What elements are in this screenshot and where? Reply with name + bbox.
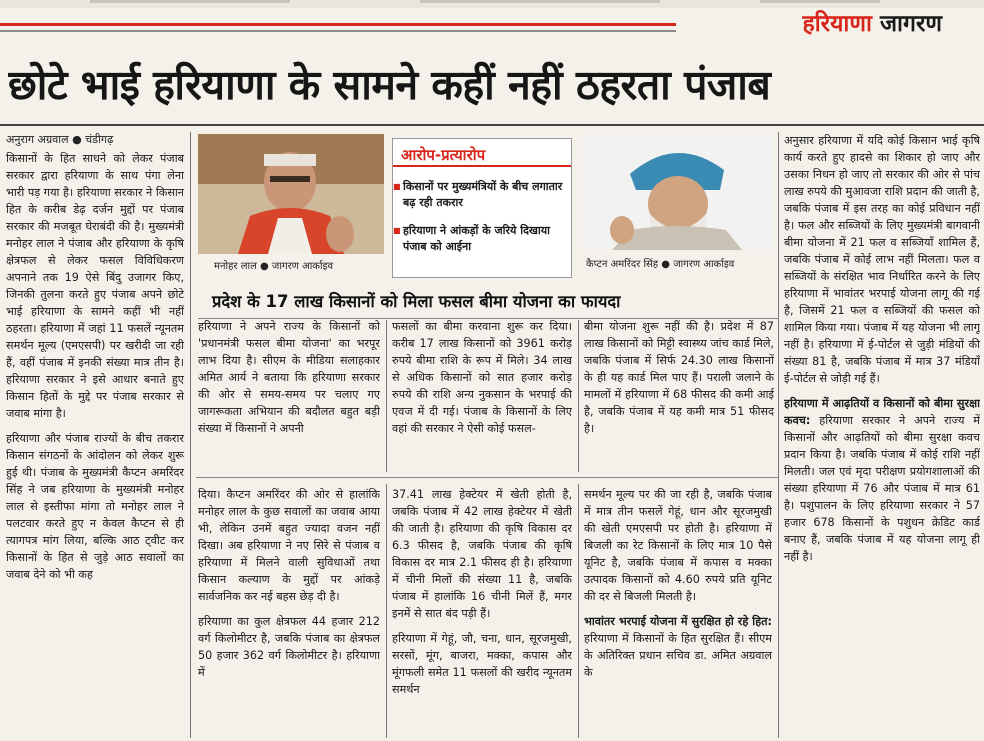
article-column-5 <box>784 132 980 738</box>
col5-paragraph-2 <box>784 395 980 565</box>
allegation-box <box>392 138 572 278</box>
col3-paragraph-2: हरियाणा में गेहूं, जौ, चना, धान, सूरजमुखी, सरसों, मूंग, बाजरा, मक्का, कपास और मूंगफली समेत 11 फसलों की खरीद न्यूनतम समर्थन <box>392 632 572 696</box>
box-column-1 <box>198 318 380 474</box>
page-headline: छोटे भाई हरियाणा के सामने कहीं नहीं ठहरता पंजाब <box>8 61 771 109</box>
portrait-illustration-right <box>582 134 772 250</box>
allegation-box-rule <box>393 165 571 167</box>
box-divider-2 <box>578 320 579 472</box>
col4-subhead: भावांतर भरपाई योजना में सुरक्षित हो रहे हित: <box>584 615 772 628</box>
masthead-red-rule <box>0 23 676 26</box>
col4-paragraph-2-text: हरियाणा में किसानों के हित सुरक्षित हैं। सीएम के अतिरिक्त प्रधान सचिव डा. अमित अग्रवाल के <box>584 632 772 679</box>
left-photo-caption: मनोहर लाल ● जागरण आर्काइव <box>214 261 334 272</box>
col1-paragraph-1: किसानों के हित साधने को लेकर पंजाब सरकार द्वारा हरियाणा के साथ पंगा लेना भारी पड़ गया है। हरियाणा सरकार ने किसान हित के करीब डेढ़ दर्जन मुद्दों पर पंजाब सरकार की मजबूत घेराबंदी की है। मुख्यमंत्री मनोहर लाल ने पंजाब और हरियाणा के कृषि क्षेत्रफल से लेकर फसल विविधिकरण अपनाने तक 19 ऐसे बिंदु उजागर किए, जिनकी तुलना करते हुए पंजाब अपने छोटे भाई हरियाणा के सामने कहीं भी नहीं ठहरता। हरियाणा में जहां 11 फसलें न्यूनतम समर्थन मूल्य (एमएसपी) पर खरीदी जा रही हैं, वहीं पंजाब में इनकी संख्या मात्र तीन है। हरियाणा सरकार ने इसे आधार बनाते हुए किसान हितों के मुद्दे पर पंजाब सरकार से जवाब मांगा है। <box>6 152 184 420</box>
col1-paragraph-2: हरियाणा और पंजाब राज्यों के बीच तकरार किसान संगठनों के आंदोलन को लेकर शुरू हुई थी। पंजाब के मुख्यमंत्री कैप्टन अमरिंदर सिंह ने जब हरियाणा के मुख्यमंत्री मनोहर लाल से इस्तीफा मांगा तो मनोहर लाल ने पलटवार करते हुए न केवल कैप्टन से ही त्यागपत्र मांग लिया, बल्कि आठ ट्वीट कर किसानों के हित से जुड़े आठ सवालों का जवाब देने को भी कह <box>6 432 184 581</box>
allegation-point-1: ■ किसानों पर मुख्यमंत्रियों के बीच लगातार बढ़ रही तकरार <box>403 179 563 211</box>
box-subheadline: प्रदेश के 17 लाख किसानों को मिला फसल बीमा योजना का फायदा <box>212 292 621 311</box>
column-divider-2 <box>386 484 387 738</box>
col2-paragraph-1: दिया। कैप्टन अमरिंदर की ओर से हालांकि मनोहर लाल के कुछ सवालों का जवाब आया भी, लेकिन उनमें बहुत ज्यादा वजन नहीं दिखा। अब हरियाणा ने नए सिरे से पंजाब व हरियाणा में मिलने वाली सुविधाओं तथा किसान कल्याण के मुद्दों पर आंकड़े सार्वजनिक कर नई बहस छेड़ दी है। <box>198 488 380 603</box>
article-column-1 <box>6 150 184 738</box>
box-bottom-rule <box>196 477 778 478</box>
col5-paragraph-2-text: हरियाणा सरकार ने अपने राज्य में किसानों और आढ़तियों को बीमा सुरक्षा कवच प्रदान किया है। जबकि पंजाब में कोई राशि नहीं मिलती। जल एवं मृदा परीक्षण प्रयोगशालाओं की संख्या हरियाणा में 76 और पंजाब में मात्र 61 है। पशुपालन के लिए हरियाणा सरकार ने 57 हजार 678 किसानों के पशुधन क्रेडिट कार्ड बनाए हैं, जबकि पंजाब में यह योजना लागू ही नहीं है। <box>784 414 980 563</box>
col5-subhead: हरियाणा में आढ़तियों व किसानों को बीमा सुरक्षा कवच: <box>784 397 980 427</box>
box-col1-paragraph: हरियाणा ने अपने राज्य के किसानों को 'प्रधानमंत्री फसल बीमा योजना' का भरपूर लाभ दिया है। सीएम के मीडिया सलाहकार अमित आर्य ने बताया कि हरियाणा सरकार की ओर से समय-समय पर चलाए गए जागरूकता अभियान की बदौलत बहुत बड़ी संख्या में किसानों ने अपनी <box>198 320 380 435</box>
brand-logo <box>803 10 943 38</box>
article-column-3 <box>392 486 572 738</box>
right-photo-caption: कैप्टन अमरिंदर सिंह ● जागरण आर्काइव <box>586 259 735 270</box>
article-column-4 <box>584 486 772 738</box>
column-divider-4 <box>778 132 779 738</box>
box-column-2 <box>392 318 572 474</box>
col5-paragraph-1: अनुसार हरियाणा में यदि कोई किसान भाई कृषि कार्य करते हुए हादसे का शिकार हो जाए और उसका निधन हो जाए तो सरकार की ओर से पांच लाख रुपये की मुआवजा राशि प्रदान की जाती है, जबकि पंजाब में इस तरह का कोई प्रविधान नहीं है। फल और सब्जियों के लिए मुख्यमंत्री बागवानी बीमा योजना में 21 फल व सब्जियाँ शामिल हैं, जबकि पंजाब में कोई लाभ नहीं मिलता। फल व सब्जियों के संरक्षित भाव निर्धारित करने के लिए हरियाणा में भावांतर भरपाई योजना लागू की गई है, जिसमें 21 फल व सब्जियों की फसल को शामिल किया गया। पंजाब में यह योजना भी लागू नहीं है। हरियाणा में ई-पोर्टल से जुड़ी मंडियों की संख्या 81 है, जबकि पंजाब में मात्र 37 मंडियाँ ई-पोर्टल से जोड़ी गई हैं। <box>784 134 980 385</box>
col3-paragraph-1: 37.41 लाख हेक्टेयर में खेती होती है, जबकि पंजाब में 42 लाख हेक्टेयर में खेती की जाती है। हरियाणा की कृषि विकास दर 6.3 फीसद है, जबकि पंजाब की कृषि विकास दर मात्र 2.1 फीसद ही है। हरियाणा में चीनी मिलों की संख्या 11 है, जबकि पंजाब में हालांकि 16 चीनी मिलें हैं, मगर इनमें से सात बंद पड़ी हैं। <box>392 488 572 620</box>
brand-jagran: जागरण <box>879 11 942 37</box>
column-divider-3 <box>578 484 579 738</box>
headline-rule <box>0 124 984 126</box>
top-clipped-strip <box>0 0 984 8</box>
photo-amarinder-singh <box>582 134 772 250</box>
allegation-point-2: ■ हरियाणा ने आंकड़ों के जरिये दिखाया पंजाब को आईना <box>403 223 563 255</box>
brand-haryana: हरियाणा <box>802 11 872 37</box>
byline: अनुराग अग्रवाल ● चंडीगढ़ <box>6 133 114 146</box>
photo-manohar-lal <box>198 134 384 254</box>
box-column-3 <box>584 318 774 474</box>
portrait-illustration-left <box>198 134 384 254</box>
col4-paragraph-1: समर्थन मूल्य पर की जा रही है, जबकि पंजाब में मात्र तीन फसलें गेहूं, धान और सूरजमुखी की खेती एमएसपी पर होती है। हरियाणा में बिजली का रेट किसानों के लिए मात्र 10 पैसे यूनिट है, जबकि पंजाब में कपास व मक्का उत्पादक किसानों को 4.60 रुपये प्रति यूनिट की दर से बिजली मिलती है। <box>584 488 772 603</box>
masthead <box>0 10 984 40</box>
col2-paragraph-2: हरियाणा का कुल क्षेत्रफल 44 हजार 212 वर्ग किलोमीटर है, जबकि पंजाब का क्षेत्रफल 50 हजार 362 वर्ग किलोमीटर है। हरियाणा में <box>198 615 380 679</box>
allegation-box-title: आरोप-प्रत्यारोप <box>401 146 486 164</box>
box-col3-paragraph: बीमा योजना शुरू नहीं की है। प्रदेश में 87 लाख किसानों को मिट्टी स्वास्थ्य जांच कार्ड मिले, जबकि पंजाब में सिर्फ 24.30 लाख किसानों के ही यह कार्ड मिल पाए हैं। पराली जलाने के मामलों में हरियाणा में 68 फीसद की कमी आई है, जबकि पंजाब में यह कमी मात्र 51 फीसद है। <box>584 320 774 435</box>
col4-paragraph-2 <box>584 613 772 681</box>
column-divider-1 <box>190 132 191 738</box>
masthead-gray-rule <box>0 30 676 32</box>
box-col2-paragraph: फसलों का बीमा करवाना शुरू कर दिया। करीब 17 लाख किसानों को 3961 करोड़ रुपये बीमा राशि के रूप में मिले। 34 लाख से अधिक किसानों को सात हजार करोड़ रुपये की राशि अन्य नुकसान के भरपाई की एवज में दी गई। पंजाब के किसानों के लिए वहां की सरकार ने ऐसी कोई फसल- <box>392 320 572 435</box>
article-column-2 <box>198 486 380 738</box>
box-divider-1 <box>386 320 387 472</box>
